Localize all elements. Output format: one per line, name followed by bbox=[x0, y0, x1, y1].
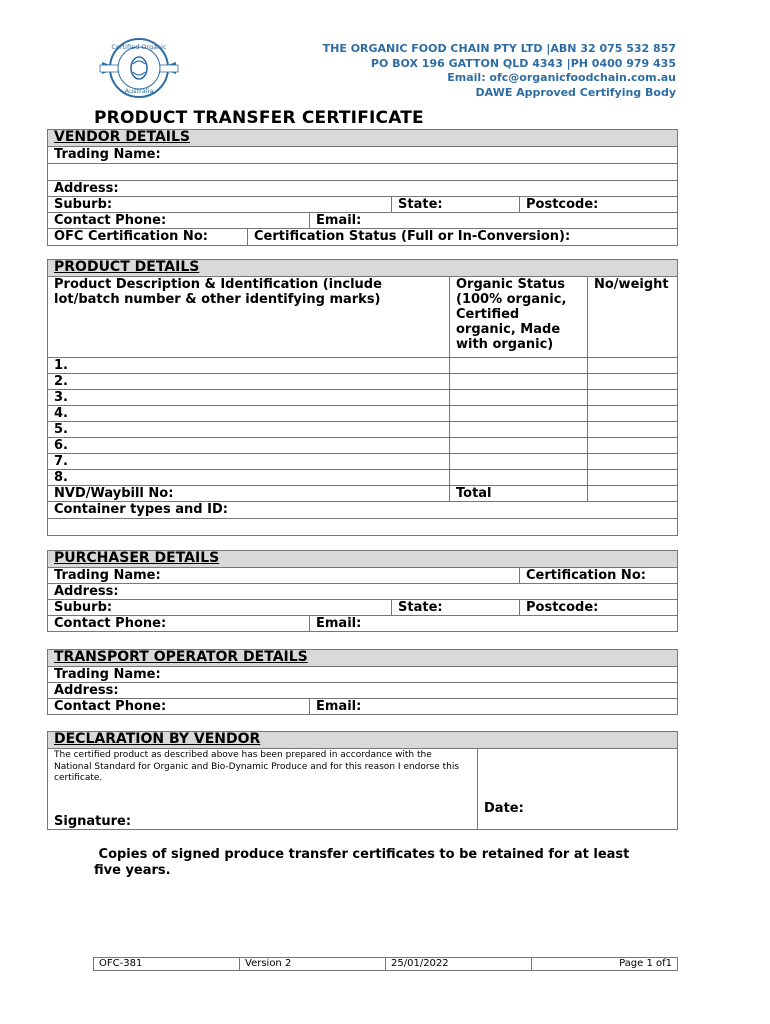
vendor-postcode-field[interactable]: Postcode: bbox=[520, 197, 678, 213]
product-row-1[interactable]: 1. bbox=[48, 358, 450, 374]
product-row-4-status[interactable] bbox=[450, 406, 588, 422]
vendor-blank-row bbox=[48, 164, 678, 181]
transport-address-field[interactable]: Address: bbox=[48, 683, 678, 699]
container-types-field[interactable]: Container types and ID: bbox=[48, 502, 678, 519]
vendor-trading-name-field[interactable]: Trading Name: bbox=[48, 147, 678, 164]
vendor-address-field[interactable]: Address: bbox=[48, 181, 678, 197]
footer-date: 25/01/2022 bbox=[386, 958, 532, 971]
product-row-2[interactable]: 2. bbox=[48, 374, 450, 390]
footer-table bbox=[93, 957, 678, 971]
product-row-7-weight[interactable] bbox=[588, 454, 678, 470]
transport-section-heading: TRANSPORT OPERATOR DETAILS bbox=[48, 650, 678, 667]
product-row-2-weight[interactable] bbox=[588, 374, 678, 390]
total-label: Total bbox=[450, 486, 588, 502]
purchaser-email-field[interactable]: Email: bbox=[310, 616, 678, 632]
declaration-section-heading: DECLARATION BY VENDOR bbox=[48, 732, 678, 749]
svg-text:Australia: Australia bbox=[124, 87, 154, 95]
organic-status-header: Organic Status (100% organic, Certified organic, Made with organic) bbox=[450, 277, 588, 358]
product-section-heading: PRODUCT DETAILS bbox=[48, 260, 678, 277]
date-label: Date: bbox=[484, 801, 524, 816]
footer-page-number: Page 1 of1 bbox=[532, 958, 678, 971]
weight-header: No/weight bbox=[588, 277, 678, 358]
product-row-7-status[interactable] bbox=[450, 454, 588, 470]
product-row-3[interactable]: 3. bbox=[48, 390, 450, 406]
product-row-1-status[interactable] bbox=[450, 358, 588, 374]
footer-form-code: OFC-381 bbox=[94, 958, 240, 971]
purchaser-details-table bbox=[47, 550, 678, 632]
product-row-1-weight[interactable] bbox=[588, 358, 678, 374]
organisation-header bbox=[323, 42, 676, 100]
vendor-cert-status-field[interactable]: Certification Status (Full or In-Conversion): bbox=[248, 229, 678, 246]
product-description-header: Product Description & Identification (include lot/batch number & other identifying marks) bbox=[48, 277, 450, 358]
declaration-signature-cell[interactable] bbox=[48, 749, 478, 830]
product-row-3-status[interactable] bbox=[450, 390, 588, 406]
product-row-6[interactable]: 6. bbox=[48, 438, 450, 454]
product-row-5-weight[interactable] bbox=[588, 422, 678, 438]
purchaser-cert-no-field[interactable]: Certification No: bbox=[520, 568, 678, 584]
vendor-ofc-cert-no-field[interactable]: OFC Certification No: bbox=[48, 229, 248, 246]
vendor-section-heading: VENDOR DETAILS bbox=[48, 130, 678, 147]
product-row-5[interactable]: 5. bbox=[48, 422, 450, 438]
purchaser-postcode-field[interactable]: Postcode: bbox=[520, 600, 678, 616]
product-row-3-weight[interactable] bbox=[588, 390, 678, 406]
product-row-6-weight[interactable] bbox=[588, 438, 678, 454]
page-title: PRODUCT TRANSFER CERTIFICATE bbox=[94, 108, 424, 128]
total-weight-field[interactable] bbox=[588, 486, 678, 502]
vendor-suburb-field[interactable]: Suburb: bbox=[48, 197, 392, 213]
purchaser-contact-phone-field[interactable]: Contact Phone: bbox=[48, 616, 310, 632]
nvd-waybill-field[interactable]: NVD/Waybill No: bbox=[48, 486, 450, 502]
header-email-line: Email: ofc@organicfoodchain.com.au bbox=[447, 71, 676, 84]
transport-email-field[interactable]: Email: bbox=[310, 699, 678, 715]
product-row-8-status[interactable] bbox=[450, 470, 588, 486]
product-row-7[interactable]: 7. bbox=[48, 454, 450, 470]
header-approval-line: DAWE Approved Certifying Body bbox=[475, 85, 676, 99]
product-row-6-status[interactable] bbox=[450, 438, 588, 454]
declaration-date-cell[interactable] bbox=[478, 749, 678, 830]
vendor-details-table bbox=[47, 129, 678, 246]
vendor-state-field[interactable]: State: bbox=[392, 197, 520, 213]
declaration-text: The certified product as described above has been prepared in accordance with the National Standard for Organic and Bio-Dynamic Produce and for this reason I endorse this certificate. bbox=[54, 750, 460, 783]
product-row-4-weight[interactable] bbox=[588, 406, 678, 422]
vendor-email-field[interactable]: Email: bbox=[310, 213, 678, 229]
product-row-2-status[interactable] bbox=[450, 374, 588, 390]
purchaser-trading-name-field[interactable]: Trading Name: bbox=[48, 568, 520, 584]
vendor-contact-phone-field[interactable]: Contact Phone: bbox=[48, 213, 310, 229]
declaration-table bbox=[47, 731, 678, 830]
container-blank-row[interactable] bbox=[48, 519, 678, 536]
product-row-8[interactable]: 8. bbox=[48, 470, 450, 486]
product-details-table bbox=[47, 259, 678, 536]
product-row-5-status[interactable] bbox=[450, 422, 588, 438]
header-address-line: PO BOX 196 GATTON QLD 4343 |PH 0400 979 435 bbox=[370, 56, 676, 70]
footer-version: Version 2 bbox=[240, 958, 386, 971]
purchaser-section-heading: PURCHASER DETAILS bbox=[48, 551, 678, 568]
retention-note: Copies of signed produce transfer certificates to be retained for at least five years. bbox=[94, 847, 630, 878]
signature-label: Signature: bbox=[54, 814, 132, 829]
transport-details-table bbox=[47, 649, 678, 715]
product-row-8-weight[interactable] bbox=[588, 470, 678, 486]
transport-contact-phone-field[interactable]: Contact Phone: bbox=[48, 699, 310, 715]
purchaser-state-field[interactable]: State: bbox=[392, 600, 520, 616]
product-row-4[interactable]: 4. bbox=[48, 406, 450, 422]
certified-organic-logo bbox=[98, 36, 180, 100]
transport-trading-name-field[interactable]: Trading Name: bbox=[48, 667, 678, 683]
purchaser-address-field[interactable]: Address: bbox=[48, 584, 678, 600]
header-company-line: THE ORGANIC FOOD CHAIN PTY LTD |ABN 32 075 532 857 bbox=[322, 42, 676, 55]
purchaser-suburb-field[interactable]: Suburb: bbox=[48, 600, 392, 616]
svg-text:Certified Organic: Certified Organic bbox=[111, 43, 167, 51]
